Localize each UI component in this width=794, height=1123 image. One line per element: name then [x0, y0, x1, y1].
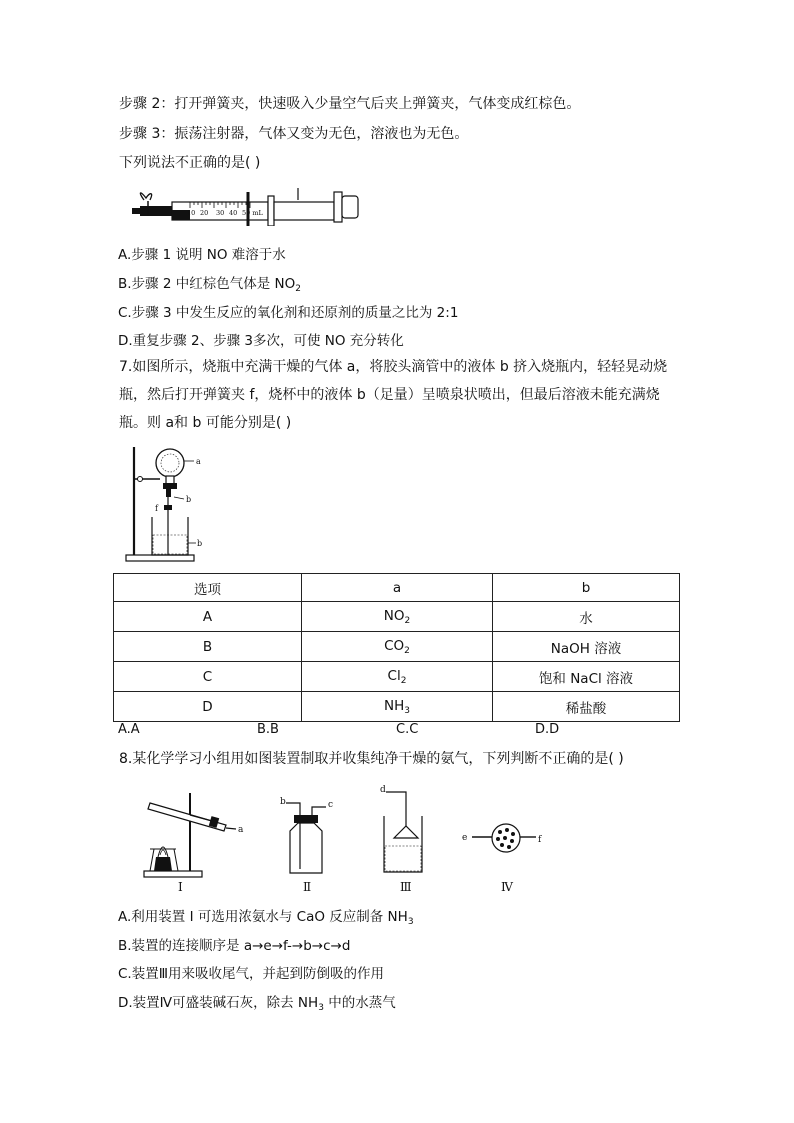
fountain-apparatus-figure	[122, 443, 212, 565]
q8-option-d-tail: 中的水蒸气	[323, 995, 396, 1011]
label-c-device-ii: c	[328, 800, 334, 810]
table-cell-option: B	[114, 632, 302, 662]
label-device-iv: Ⅳ	[501, 880, 513, 894]
q8-option-a-text: A.利用装置 I 可选用浓氨水与 CaO 反应制备 NH	[118, 909, 408, 925]
table-cell-option: D	[114, 692, 302, 722]
q8-option-d-text: D.装置Ⅳ可盛装碱石灰，除去 NH	[118, 995, 319, 1011]
scale-label-50ml: 50 mL	[242, 209, 263, 217]
apparatus-ii-figure	[276, 793, 340, 877]
q8-option-b: B.装置的连接顺序是 a→e→f-→b→c→d	[118, 938, 351, 954]
q7-answer-a: A.A	[118, 722, 140, 737]
scale-label-20: 20	[200, 209, 209, 217]
table-cell-a: $CO_2$	[302, 632, 493, 662]
table-cell-b: 饱和 NaCl 溶液	[493, 662, 680, 692]
q7-answer-d: D.D	[535, 722, 560, 737]
syringe-figure	[128, 186, 364, 226]
table-cell-a: $NO_2$	[302, 602, 493, 632]
table-header-b: b	[493, 574, 680, 602]
label-a-device-i: a	[238, 825, 244, 835]
label-device-iii: Ⅲ	[400, 880, 412, 894]
q8-option-c: C.装置Ⅲ用来吸收尾气，并起到防倒吸的作用	[118, 966, 385, 982]
scale-label-10: 10	[187, 209, 196, 217]
q7-options-table	[113, 573, 680, 722]
q7-answer-c: C.C	[396, 722, 419, 737]
table-header-row	[114, 574, 680, 602]
q7-stem-line3: 瓶。则 a和 b 可能分别是( )	[119, 415, 292, 431]
q6-option-b	[118, 274, 301, 299]
q6-option-b-text: B.步骤 2 中红棕色气体是 NO	[118, 276, 296, 292]
table-cell-option: C	[114, 662, 302, 692]
q8-option-a	[118, 907, 414, 932]
apparatus-iii-figure	[374, 782, 430, 878]
table-cell-b: 稀盐酸	[493, 692, 680, 722]
label-device-i: I	[178, 880, 183, 894]
q7-stem-line1: 7.如图所示，烧瓶中充满干燥的气体 a，将胶头滴管中的液体 b 挤入烧瓶内，轻轻晃动烧	[119, 359, 668, 375]
q7-answer-b: B.B	[257, 722, 279, 737]
scale-label-30: 30	[216, 209, 225, 217]
q8-option-d-subscript: 3	[318, 1003, 324, 1013]
label-d-device-iii: d	[380, 785, 386, 795]
q6-step3: 步骤 3：振荡注射器，气体又变为无色，溶液也为无色。	[119, 126, 469, 142]
q7-stem-line2: 瓶，然后打开弹簧夹 f，烧杯中的液体 b（足量）呈喷泉状喷出，但最后溶液未能充满烧	[119, 387, 660, 403]
label-f: f	[155, 504, 158, 513]
q8-option-a-subscript: 3	[407, 917, 414, 927]
q6-step2: 步骤 2：打开弹簧夹，快速吸入少量空气后夹上弹簧夹，气体变成红棕色。	[119, 96, 581, 112]
table-header-a: a	[302, 574, 493, 602]
label-a: a	[196, 457, 201, 466]
table-cell-b: NaOH 溶液	[493, 632, 680, 662]
q6-option-c: C.步骤 3 中发生反应的氧化剂和还原剂的质量之比为 2:1	[118, 305, 459, 321]
label-device-ii: Ⅱ	[303, 880, 312, 894]
q6-option-a: A.步骤 1 说明 NO 难溶于水	[118, 247, 286, 263]
label-b-device-ii: b	[280, 797, 286, 807]
q8-option-d	[118, 993, 396, 1018]
q8-stem: 8.某化学学习小组用如图装置制取并收集纯净干燥的氨气，下列判断不正确的是( )	[119, 751, 624, 767]
label-e-device-iv: e	[462, 833, 468, 843]
table-cell-option: A	[114, 602, 302, 632]
table-cell-a: $Cl_2$	[302, 662, 493, 692]
label-b-dropper: b	[186, 495, 192, 504]
label-f-device-iv: f	[538, 835, 542, 845]
apparatus-i-figure	[136, 785, 248, 880]
q6-option-b-subscript: 2	[295, 284, 301, 294]
scale-label-40: 40	[229, 209, 238, 217]
table-row	[114, 632, 680, 662]
table-cell-b: 水	[493, 602, 680, 632]
q6-stem: 下列说法不正确的是( )	[119, 155, 261, 171]
table-row	[114, 692, 680, 722]
table-header-option: 选项	[114, 574, 302, 602]
apparatus-iv-figure	[460, 820, 550, 860]
q6-option-d: D.重复步骤 2、步骤 3多次，可使 NO 充分转化	[118, 333, 404, 349]
table-row	[114, 602, 680, 632]
label-b-beaker: b	[197, 539, 203, 548]
table-cell-a: $NH_3$	[302, 692, 493, 722]
table-row	[114, 662, 680, 692]
